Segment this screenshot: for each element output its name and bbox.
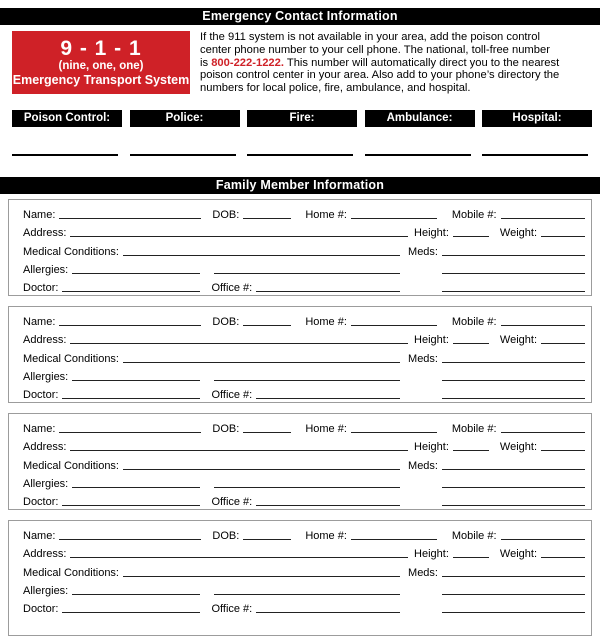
- emergency-code-caption: Emergency Transport System: [12, 73, 190, 87]
- mobile-phone-line: [501, 539, 585, 540]
- office-phone-line: [256, 398, 400, 399]
- allergies-line: [72, 273, 200, 274]
- address-line: [70, 450, 408, 451]
- page-title: Emergency Contact Information: [0, 8, 600, 25]
- contact-line-column: [130, 127, 240, 156]
- meds-extra-line: [442, 594, 585, 595]
- dob-line: [243, 325, 291, 326]
- member-row-allergies: [23, 580, 585, 598]
- dob-line: [243, 218, 291, 219]
- paragraph-line: center phone number to your cell phone. The national, toll-free number: [200, 43, 550, 56]
- height-label: Height:: [414, 441, 449, 454]
- mobile-phone-line: [501, 325, 585, 326]
- member-row-medical: [23, 347, 585, 365]
- contact-line-column: [247, 127, 357, 156]
- contact-line-column: [482, 127, 592, 156]
- fire-label: Fire:: [247, 110, 357, 127]
- weight-label: Weight:: [499, 441, 537, 454]
- home-phone-line: [351, 432, 437, 433]
- member-row-identity: [23, 204, 585, 222]
- home-phone-line: [351, 218, 437, 219]
- name-label: Name:: [23, 209, 56, 222]
- meds-extra-line-2: [442, 291, 585, 292]
- address-label: Address:: [23, 441, 67, 454]
- member-row-address: [23, 222, 585, 240]
- home-phone-label: Home #:: [305, 209, 347, 222]
- dob-label: DOB:: [212, 423, 240, 436]
- address-label: Address:: [23, 548, 67, 561]
- emergency-contact-labels-row: [12, 110, 592, 127]
- allergies-extra-line: [214, 273, 400, 274]
- weight-label: Weight:: [499, 227, 537, 240]
- meds-extra-line: [442, 273, 585, 274]
- medical-conditions-label: Medical Conditions:: [23, 566, 119, 579]
- member-row-doctor: [23, 277, 585, 295]
- emergency-code-phonetic: (nine, one, one): [58, 60, 144, 72]
- meds-line: [442, 576, 585, 577]
- member-row-address: [23, 436, 585, 454]
- dob-line: [243, 539, 291, 540]
- family-member-card: [8, 520, 592, 636]
- family-section-title: Family Member Information: [0, 177, 600, 194]
- weight-label: Weight:: [499, 334, 537, 347]
- height-line: [453, 343, 489, 344]
- paragraph-line: numbers for local police, fire, ambulance, and hospital.: [200, 82, 471, 95]
- mobile-phone-label: Mobile #:: [451, 316, 497, 329]
- height-line: [453, 236, 489, 237]
- dob-label: DOB:: [212, 530, 240, 543]
- allergies-label: Allergies:: [23, 263, 69, 276]
- doctor-line: [62, 505, 200, 506]
- mobile-phone-label: Mobile #:: [451, 530, 497, 543]
- weight-line: [541, 450, 585, 451]
- height-line: [453, 450, 489, 451]
- office-phone-line: [256, 291, 400, 292]
- allergies-extra-line: [214, 380, 400, 381]
- name-label: Name:: [23, 423, 56, 436]
- ambulance-label: Ambulance:: [365, 110, 475, 127]
- allergies-line: [72, 487, 200, 488]
- meds-label: Meds:: [408, 566, 438, 579]
- emergency-intro-section: [12, 31, 592, 94]
- allergies-label: Allergies:: [23, 370, 69, 383]
- dob-label: DOB:: [212, 209, 240, 222]
- member-row-medical: [23, 454, 585, 472]
- doctor-label: Doctor:: [23, 281, 59, 294]
- member-row-doctor: [23, 598, 585, 616]
- meds-extra-line-2: [442, 612, 585, 613]
- meds-extra-line-2: [442, 505, 585, 506]
- home-phone-line: [351, 325, 437, 326]
- mobile-phone-label: Mobile #:: [451, 209, 497, 222]
- home-phone-label: Home #:: [305, 316, 347, 329]
- allergies-label: Allergies:: [23, 477, 69, 490]
- name-label: Name:: [23, 316, 56, 329]
- home-phone-label: Home #:: [305, 423, 347, 436]
- medical-conditions-label: Medical Conditions:: [23, 245, 119, 258]
- meds-label: Meds:: [408, 245, 438, 258]
- contact-line-column: [365, 127, 475, 156]
- family-member-card: [8, 306, 592, 403]
- doctor-line: [62, 398, 200, 399]
- meds-label: Meds:: [408, 352, 438, 365]
- address-line: [70, 236, 408, 237]
- paragraph-line: [200, 57, 592, 70]
- height-label: Height:: [414, 227, 449, 240]
- weight-label: Weight:: [499, 548, 537, 561]
- member-row-identity: [23, 525, 585, 543]
- nine-one-one-box: [12, 31, 190, 94]
- police-label: Police:: [130, 110, 240, 127]
- member-row-identity: [23, 311, 585, 329]
- dob-line: [243, 432, 291, 433]
- poison-control-paragraph: [200, 31, 592, 94]
- doctor-line: [62, 291, 200, 292]
- medical-conditions-label: Medical Conditions:: [23, 459, 119, 472]
- medical-conditions-line: [123, 469, 400, 470]
- office-phone-line: [256, 612, 400, 613]
- allergies-line: [72, 594, 200, 595]
- office-phone-label: Office #:: [211, 281, 253, 294]
- poison-control-label: Poison Control:: [12, 110, 122, 127]
- medical-conditions-line: [123, 362, 400, 363]
- name-line: [59, 325, 201, 326]
- allergies-label: Allergies:: [23, 584, 69, 597]
- poison-control-phone-number: 800-222-1222.: [211, 56, 284, 69]
- home-phone-label: Home #:: [305, 530, 347, 543]
- address-line: [70, 343, 408, 344]
- address-line: [70, 557, 408, 558]
- doctor-line: [62, 612, 200, 613]
- doctor-label: Doctor:: [23, 495, 59, 508]
- hospital-line: [482, 127, 588, 156]
- mobile-phone-line: [501, 432, 585, 433]
- allergies-extra-line: [214, 487, 400, 488]
- paragraph-text: is: [200, 56, 212, 69]
- meds-label: Meds:: [408, 459, 438, 472]
- ambulance-line: [365, 127, 471, 156]
- office-phone-line: [256, 505, 400, 506]
- mobile-phone-line: [501, 218, 585, 219]
- emergency-code: 9 - 1 - 1: [60, 37, 142, 60]
- dob-label: DOB:: [212, 316, 240, 329]
- name-line: [59, 539, 201, 540]
- contact-line-column: [12, 127, 122, 156]
- allergies-extra-line: [214, 594, 400, 595]
- home-phone-line: [351, 539, 437, 540]
- member-row-address: [23, 543, 585, 561]
- weight-line: [541, 557, 585, 558]
- address-label: Address:: [23, 227, 67, 240]
- member-row-medical: [23, 561, 585, 579]
- medical-conditions-line: [123, 576, 400, 577]
- fire-line: [247, 127, 353, 156]
- office-phone-label: Office #:: [211, 388, 253, 401]
- weight-line: [541, 236, 585, 237]
- height-label: Height:: [414, 548, 449, 561]
- name-line: [59, 218, 201, 219]
- weight-line: [541, 343, 585, 344]
- name-label: Name:: [23, 530, 56, 543]
- allergies-line: [72, 380, 200, 381]
- mobile-phone-label: Mobile #:: [451, 423, 497, 436]
- office-phone-label: Office #:: [211, 602, 253, 615]
- member-row-allergies: [23, 259, 585, 277]
- member-row-allergies: [23, 366, 585, 384]
- name-line: [59, 432, 201, 433]
- paragraph-line: If the 911 system is not available in your area, add the poison control: [200, 31, 540, 43]
- member-row-doctor: [23, 491, 585, 509]
- family-members-list: [0, 199, 600, 636]
- meds-line: [442, 255, 585, 256]
- member-row-address: [23, 329, 585, 347]
- meds-line: [442, 469, 585, 470]
- family-member-card: [8, 413, 592, 510]
- member-row-allergies: [23, 473, 585, 491]
- height-label: Height:: [414, 334, 449, 347]
- meds-extra-line-2: [442, 398, 585, 399]
- paragraph-line: poison control center in your area. Also add to your phone’s directory the: [200, 69, 560, 82]
- meds-line: [442, 362, 585, 363]
- paragraph-text: This number will automatically direct you to the nearest: [283, 56, 560, 69]
- meds-extra-line: [442, 487, 585, 488]
- doctor-label: Doctor:: [23, 602, 59, 615]
- family-member-card: [8, 199, 592, 296]
- meds-extra-line: [442, 380, 585, 381]
- height-line: [453, 557, 489, 558]
- emergency-contact-writein-row: [12, 127, 592, 156]
- police-line: [130, 127, 236, 156]
- member-row-medical: [23, 240, 585, 258]
- medical-conditions-line: [123, 255, 400, 256]
- office-phone-label: Office #:: [211, 495, 253, 508]
- member-row-identity: [23, 418, 585, 436]
- medical-conditions-label: Medical Conditions:: [23, 352, 119, 365]
- hospital-label: Hospital:: [482, 110, 592, 127]
- address-label: Address:: [23, 334, 67, 347]
- poison-control-line: [12, 127, 118, 156]
- member-row-doctor: [23, 384, 585, 402]
- doctor-label: Doctor:: [23, 388, 59, 401]
